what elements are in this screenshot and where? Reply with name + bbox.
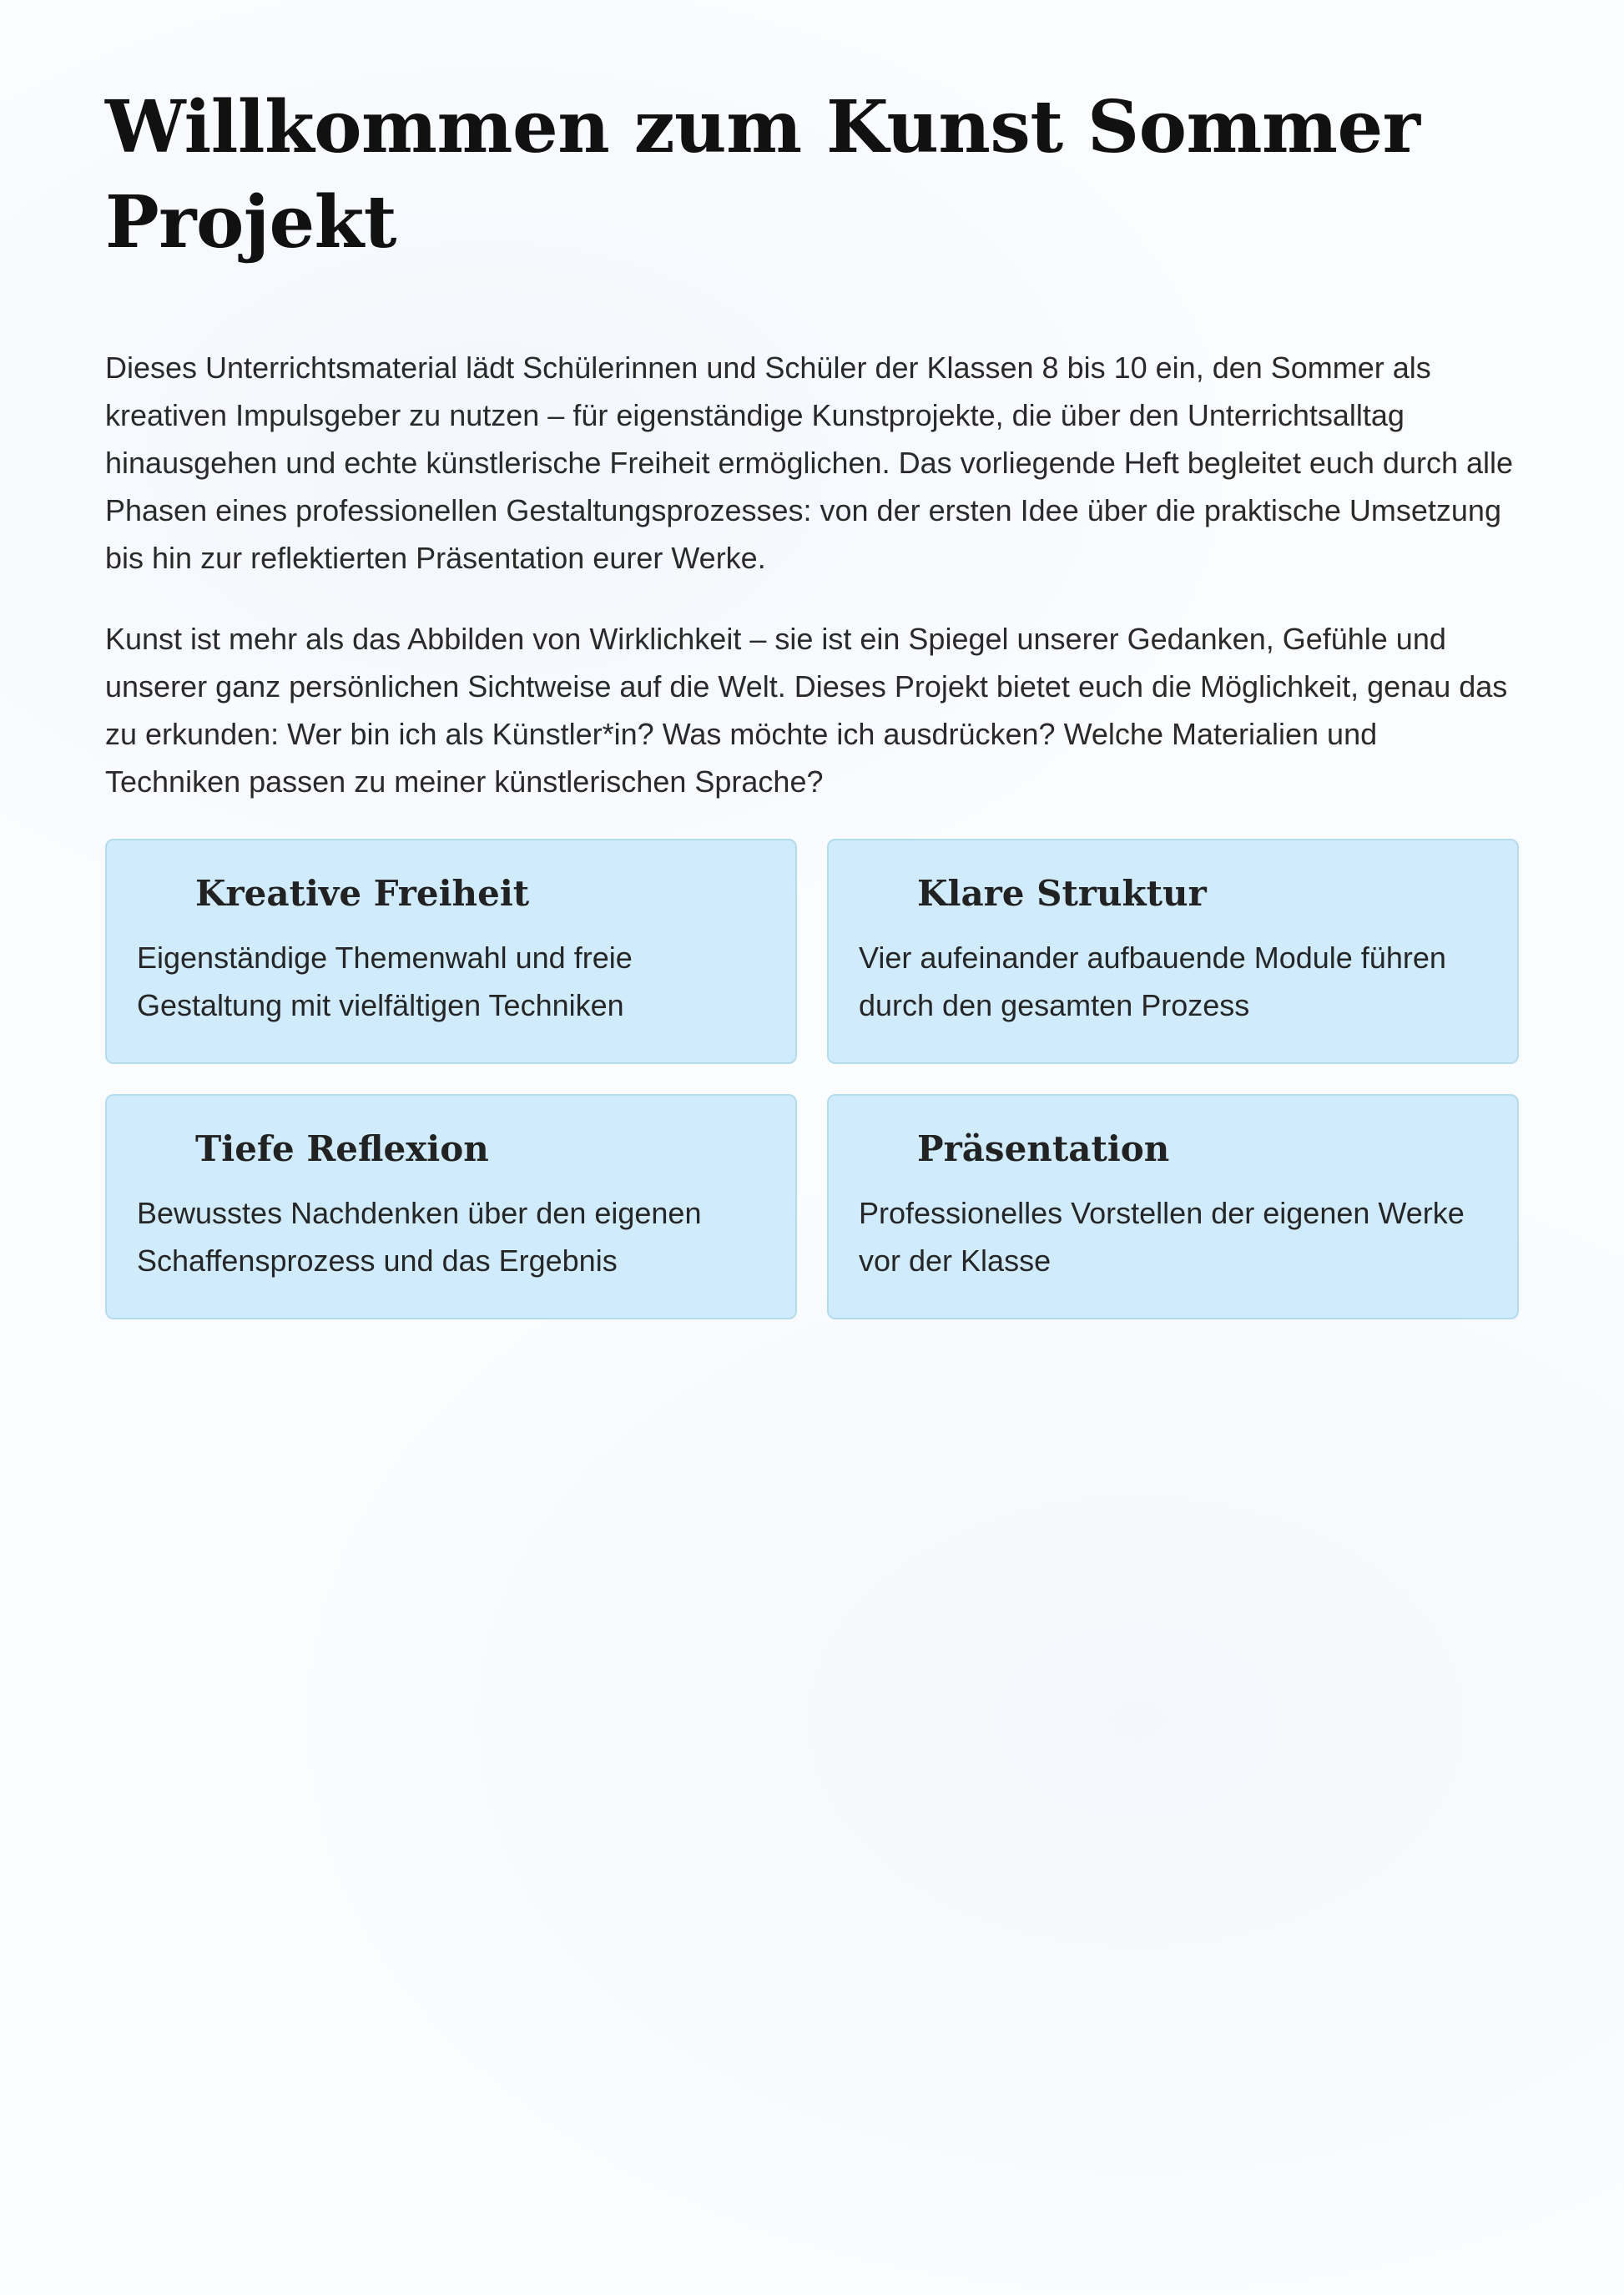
feature-card-text: Eigenständige Themenwahl und freie Gestaltung mit vielfältigen Techniken	[137, 941, 633, 1022]
feature-card-klare-struktur	[827, 839, 1519, 1064]
feature-cards-grid	[105, 839, 1519, 1319]
feature-card-text: Professionelles Vorstellen der eigenen Werke vor der Klasse	[859, 1196, 1465, 1278]
feature-card-title: Kreative Freiheit	[195, 873, 530, 914]
feature-card-title: Präsentation	[917, 1128, 1170, 1169]
feature-card-kreative-freiheit	[105, 839, 797, 1064]
feature-card-praesentation	[827, 1094, 1519, 1319]
intro-paragraph-1: Dieses Unterrichtsmaterial lädt Schülerinnen und Schüler der Klassen 8 bis 10 ein, den Sommer als kreativen Impulsgeber zu nutzen – für eigenständige Kunstprojekte, die über den Unterrichtsalltag hinausgehen und echte künstlerische Freiheit ermöglichen. Das vorliegende Heft begleitet euch durch alle Phasen eines professionellen Gestaltungsprozesses: von der ersten Idee über die praktische Umsetzung bis hin zur reflektierten Präsentation eurer Werke.	[105, 351, 1514, 575]
feature-card-tiefe-reflexion	[105, 1094, 797, 1319]
feature-card-title: Klare Struktur	[917, 873, 1207, 914]
page-title: Willkommen zum Kunst Sommer Projekt	[105, 85, 1420, 265]
feature-card-text: Bewusstes Nachdenken über den eigenen Schaffensprozess und das Ergebnis	[137, 1196, 702, 1278]
intro-section	[105, 344, 1519, 805]
feature-card-title: Tiefe Reflexion	[195, 1128, 489, 1169]
feature-card-text: Vier aufeinander aufbauende Module führen durch den gesamten Prozess	[859, 941, 1446, 1022]
intro-paragraph-2: Kunst ist mehr als das Abbilden von Wirklichkeit – sie ist ein Spiegel unserer Gedanken, Gefühle und unserer ganz persönlichen Sichtweise auf die Welt. Dieses Projekt bietet euch die Möglichkeit, genau das zu erkunden: Wer bin ich als Künstler*in? Was möchte ich ausdrücken? Welche Materialien und Techniken passen zu meiner künstlerischen Sprache?	[105, 622, 1508, 799]
